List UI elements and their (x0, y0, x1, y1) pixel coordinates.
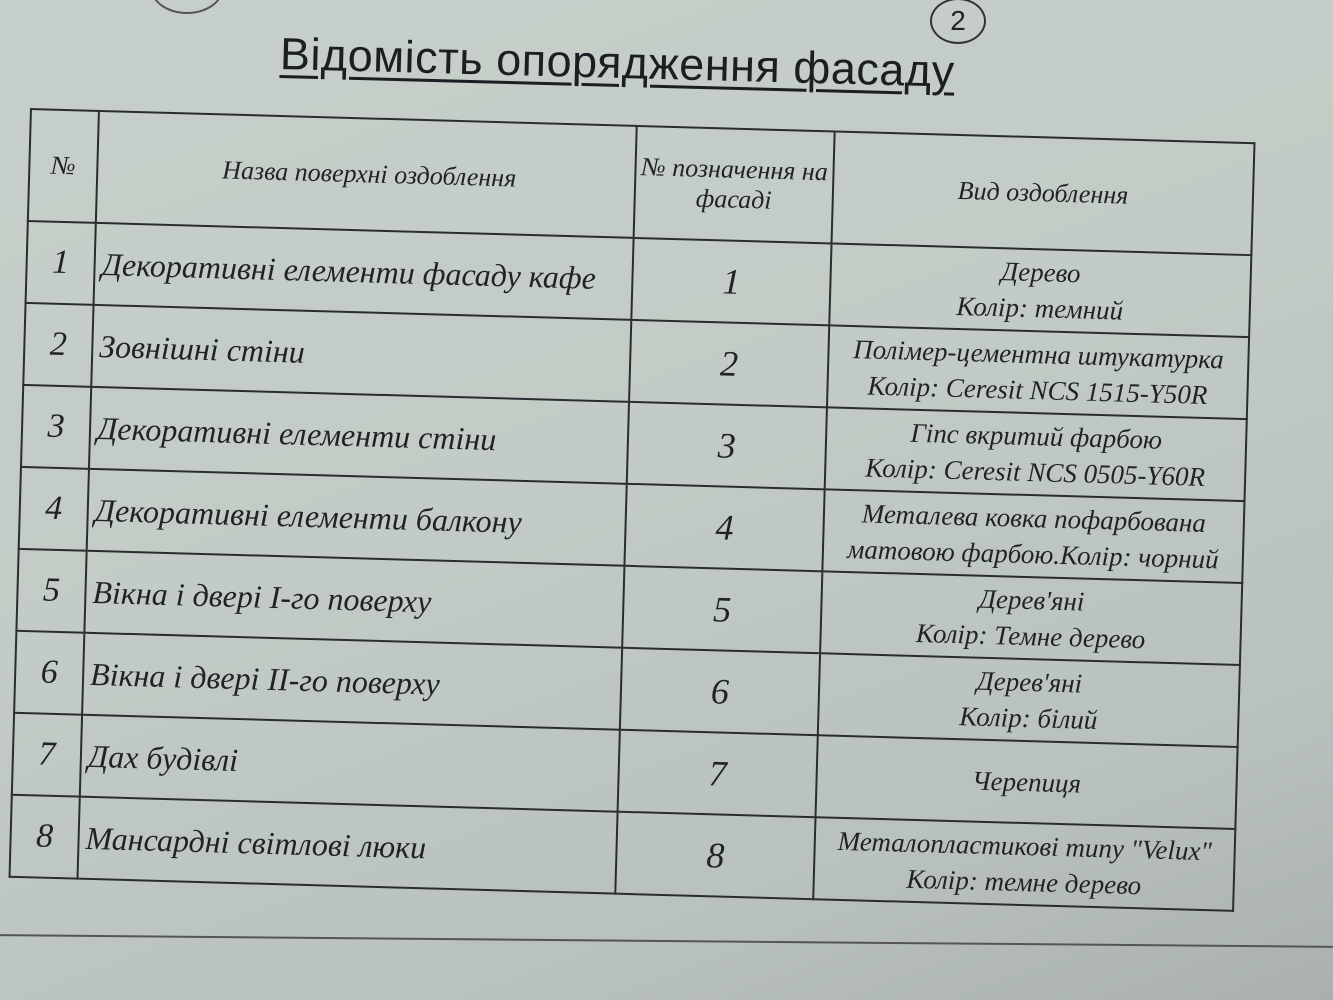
row-number: 5 (16, 549, 86, 633)
finish-type-line: Колір: темний (956, 290, 1124, 326)
finish-type (827, 325, 1249, 419)
row-number: 1 (26, 221, 96, 305)
facade-mark: 1 (631, 238, 831, 325)
finish-type-line: Металева ковка пофарбована (861, 498, 1207, 538)
finish-type-line: Металопластикові типу "Velux" (837, 825, 1213, 867)
finish-type-line: матовою фарбою.Колір: чорний (846, 533, 1220, 575)
document-title: Відомість опорядження фасаду (279, 28, 956, 97)
finish-type-line: Колір: темне дерево (906, 863, 1142, 901)
finish-type (818, 653, 1240, 747)
facade-mark: 8 (615, 812, 815, 899)
finish-type-line: Дерев'яні (978, 583, 1085, 617)
surface-name: Мансардні світлові люки (78, 797, 618, 894)
facade-finish-table (9, 108, 1256, 912)
surface-name: Дах будівлі (80, 715, 620, 812)
header-mark: № позначення на фасаді (634, 126, 835, 243)
row-number: 3 (21, 385, 91, 469)
facade-mark: 4 (624, 484, 824, 571)
header-name: Назва поверхні оздоблення (96, 111, 637, 238)
finish-type (820, 571, 1242, 665)
finish-type-line: Колір: білий (958, 701, 1098, 736)
finish-type-line: Колір: Темне дерево (915, 617, 1146, 655)
finish-type-line: Дерев'яні (976, 665, 1083, 699)
facade-mark: 3 (627, 402, 827, 489)
facade-mark: 7 (618, 730, 818, 817)
surface-name: Декоративні елементи балкону (87, 469, 627, 566)
finish-type (822, 489, 1244, 583)
header-type: Вид оздоблення (832, 131, 1255, 255)
row-number: 2 (23, 303, 93, 387)
surface-name: Вікна і двері І-го поверху (84, 551, 624, 648)
row-number: 8 (10, 795, 80, 879)
facade-mark: 2 (629, 320, 829, 407)
page-mark-circle (150, 0, 224, 14)
finish-type (829, 243, 1251, 337)
finish-type-line: Полімер-цементна штукатурка (852, 334, 1225, 375)
page-bottom-line (0, 934, 1333, 948)
finish-type-line: Колір: Ceresit NCS 1515-Y50R (867, 370, 1208, 410)
surface-name: Декоративні елементи фасаду кафе (94, 223, 634, 320)
finish-type-line: Колір: Ceresit NCS 0505-Y60R (864, 452, 1206, 492)
facade-mark: 6 (620, 648, 820, 735)
finish-type (813, 817, 1235, 911)
facade-mark: 5 (622, 566, 822, 653)
row-number: 6 (14, 631, 84, 715)
surface-name: Вікна і двері ІІ-го поверху (82, 633, 622, 730)
finish-type-line: Дерево (1000, 256, 1081, 289)
page-number: 2 (930, 0, 986, 44)
finish-type (816, 735, 1238, 829)
surface-name: Декоративні елементи стіни (89, 387, 629, 484)
row-number: 7 (12, 713, 82, 797)
header-no: № (28, 109, 99, 223)
row-number: 4 (19, 467, 89, 551)
finish-type (825, 407, 1247, 501)
surface-name: Зовнішні стіни (91, 305, 631, 402)
finish-type-line: Гіпс вкритий фарбою (910, 417, 1163, 455)
finish-type-line: Черепиця (971, 765, 1082, 799)
